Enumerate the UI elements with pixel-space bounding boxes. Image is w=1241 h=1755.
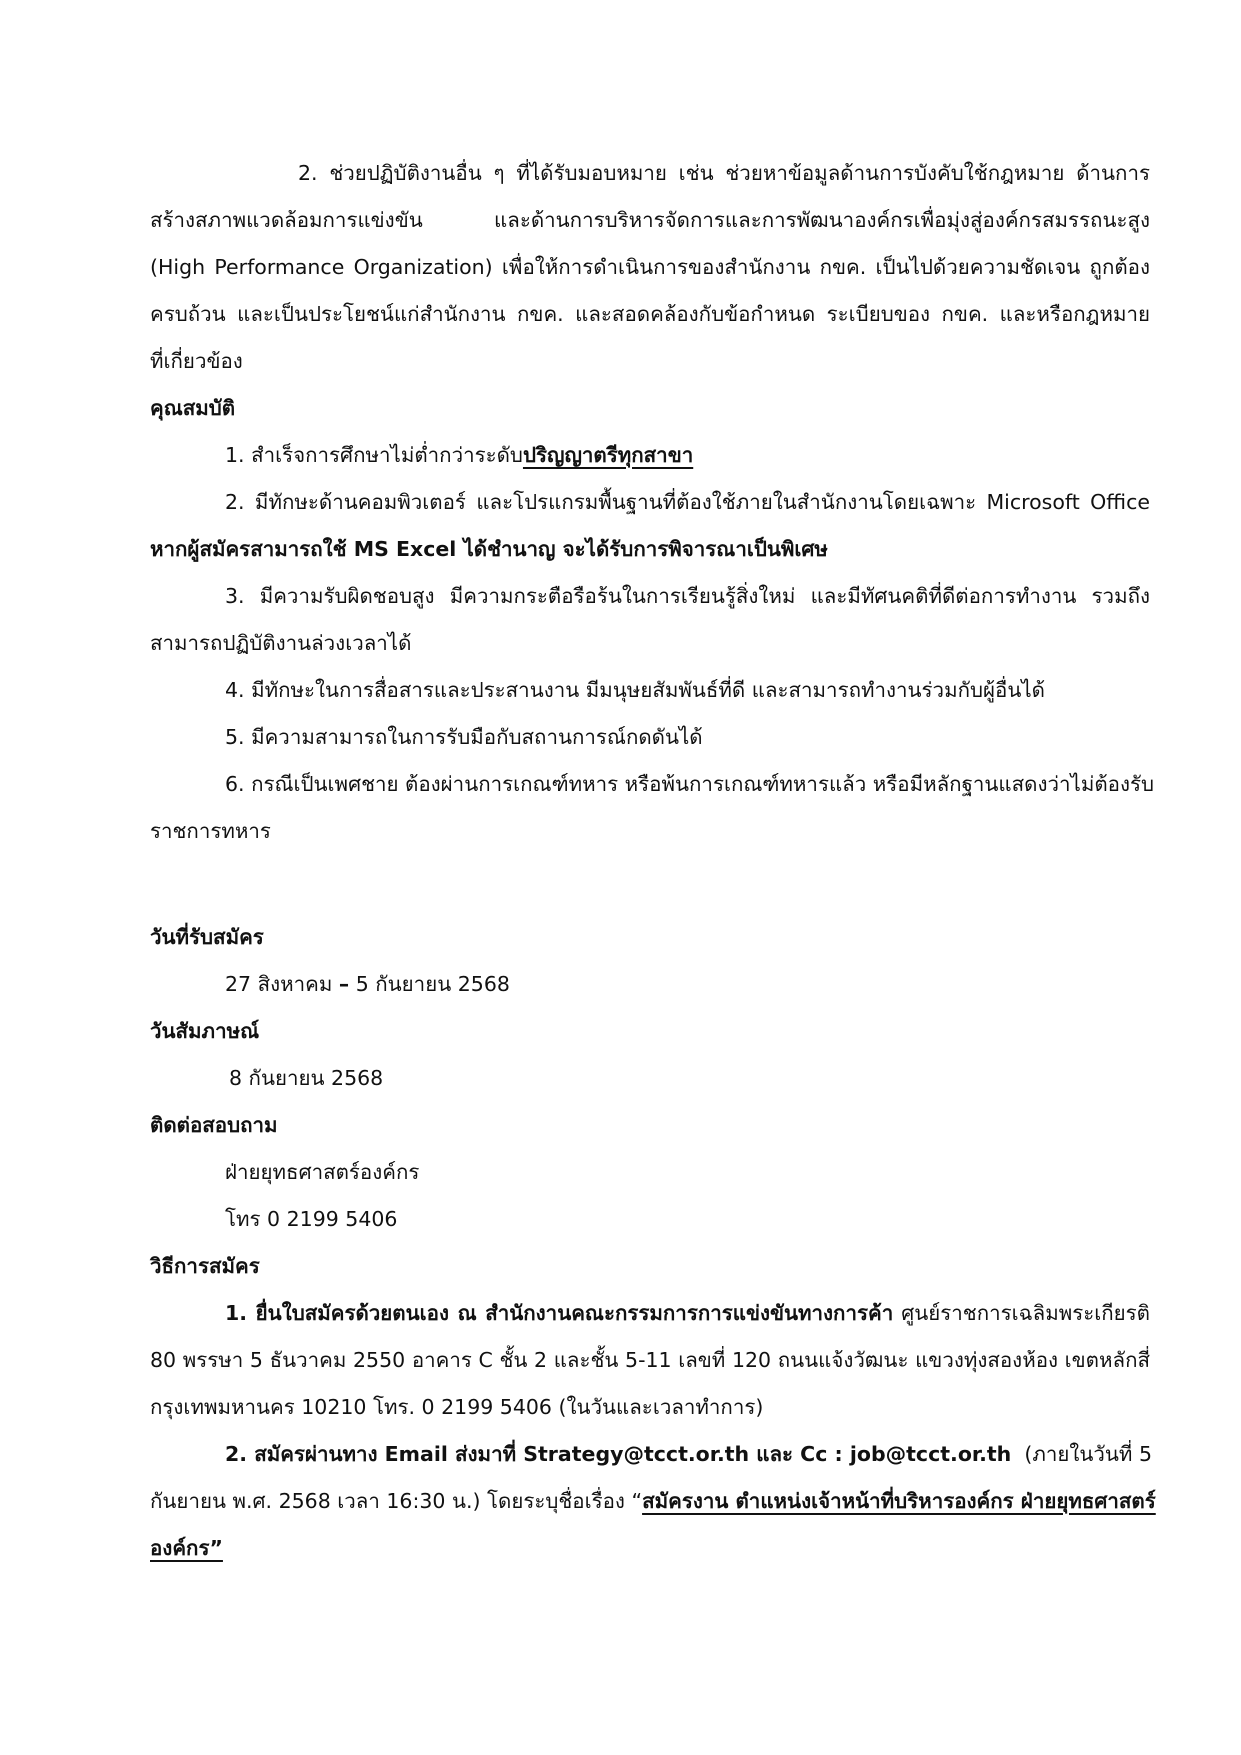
contact-department: ฝ่ายยุทธศาสตร์องค์กร (225, 1160, 420, 1184)
qualification-1-text: 1. สำเร็จการศึกษาไม่ต่ำกว่าระดับ (225, 443, 523, 467)
duty-2-line-4: ครบถ้วน และเป็นประโยชน์แก่สำนักงาน กขค. และสอดคล้องกับข้อกำหนด ระเบียบของ กขค. และหรือกฎหมาย (150, 302, 1150, 326)
document-page (150, 150, 1156, 1572)
qualifications-heading: คุณสมบัติ (150, 396, 236, 420)
apply-method-2-deadline-cont: กันยายน พ.ศ. 2568 เวลา 16:30 น.) โดยระบุชื่อเรื่อง “ (150, 1489, 643, 1513)
qualification-3-line-2: สามารถปฏิบัติงานล่วงเวลาได้ (150, 631, 412, 655)
duty-item-2 (150, 150, 1150, 385)
interview-heading: วันสัมภาษณ์ (150, 1019, 260, 1043)
duty-2-line-1: 2. ช่วยปฏิบัติงานอื่น ๆ ที่ได้รับมอบหมาย เช่น ช่วยหาข้อมูลด้านการบังคับใช้กฎหมาย ด้านการ (298, 161, 1150, 185)
qualification-1-emphasis: ปริญญาตรีทุกสาขา (522, 443, 694, 467)
qualification-2-line-1: 2. มีทักษะด้านคอมพิวเตอร์ และโปรแกรมพื้นฐานที่ต้องใช้ภายในสำนักงานโดยเฉพาะ Microsoft Office (225, 490, 1150, 514)
apply-method-1-line-3: กรุงเทพมหานคร 10210 โทร. 0 2199 5406 (ในวันและเวลาทำการ) (150, 1395, 764, 1419)
duty-2-line-2: สร้างสภาพแวดล้อมการแข่งขัน และด้านการบริหารจัดการและการพัฒนาองค์กรเพื่อมุ่งสู่องค์กรสมรรถนะสูง (150, 208, 1150, 232)
duty-2-line-5: ที่เกี่ยวข้อง (150, 349, 243, 373)
email-subject-line-end: องค์กร” (150, 1536, 223, 1560)
duty-2-line-3: (High Performance Organization) เพื่อให้การดำเนินการของสำนักงาน กขค. เป็นไปด้วยความชัดเจน ถูกต้อง (150, 255, 1150, 279)
apply-method-2-line-1 (150, 1431, 1150, 1478)
spacer (150, 902, 1150, 914)
apply-method-1-title: 1. ยื่นใบสมัครด้วยตนเอง ณ สำนักงานคณะกรรมการการแข่งขันทางการค้า (225, 1301, 894, 1325)
qualification-1 (150, 432, 1150, 479)
qualification-6-line-1: 6. กรณีเป็นเพศชาย ต้องผ่านการเกณฑ์ทหาร หรือพ้นการเกณฑ์ทหารแล้ว หรือมีหลักฐานแสดงว่าไม่ต้องรับ (225, 772, 1154, 796)
apply-method-1-line-1 (150, 1290, 1150, 1337)
how-to-apply-heading: วิธีการสมัคร (150, 1254, 260, 1278)
qualification-3-line-1: 3. มีความรับผิดชอบสูง มีความกระตือรือร้นในการเรียนรู้สิ่งใหม่ และมีทัศนคติที่ดีต่อการทำงาน รวมถึง (225, 584, 1150, 608)
contact-heading: ติดต่อสอบถาม (150, 1113, 278, 1137)
interview-date: 8 กันยายน 2568 (229, 1066, 384, 1090)
email-subject-line: สมัครงาน ตำแหน่งเจ้าหน้าที่บริหารองค์กร ฝ่ายยุทธศาสตร์ (642, 1489, 1156, 1513)
contact-phone: โทร 0 2199 5406 (225, 1207, 398, 1231)
blank-line (150, 855, 1150, 902)
application-end-date: 5 กันยายน 2568 (355, 972, 510, 996)
apply-method-2-line-2 (150, 1478, 1156, 1525)
qualification-6-line-2: ราชการทหาร (150, 819, 271, 843)
apply-method-1-line-2: 80 พรรษา 5 ธันวาคม 2550 อาคาร C ชั้น 2 และชั้น 5-11 เลขที่ 120 ถนนแจ้งวัฒนะ แขวงทุ่งสองห้อง เขตหลักสี่ (150, 1348, 1150, 1372)
qualification-5: 5. มีความสามารถในการรับมือกับสถานการณ์กดดันได้ (225, 725, 703, 749)
application-period-dates (150, 961, 1150, 1008)
apply-method-1-location: ศูนย์ราชการเฉลิมพระเกียรติ (901, 1301, 1150, 1325)
apply-method-2-deadline: (ภายในวันที่ 5 (1024, 1442, 1152, 1466)
application-period-heading: วันที่รับสมัคร (150, 925, 264, 949)
application-start-date: 27 สิงหาคม (225, 972, 333, 996)
date-range-dash: – (338, 972, 350, 996)
qualification-4: 4. มีทักษะในการสื่อสารและประสานงาน มีมนุษยสัมพันธ์ที่ดี และสามารถทำงานร่วมกับผู้อื่นได้ (225, 678, 1045, 702)
qualification-2-line-2: หากผู้สมัครสามารถใช้ MS Excel ได้ชำนาญ จะได้รับการพิจารณาเป็นพิเศษ (150, 537, 828, 561)
apply-method-2-title: 2. สมัครผ่านทาง Email ส่งมาที่ Strategy@tcct.or.th และ Cc : job@tcct.or.th (225, 1442, 1012, 1466)
